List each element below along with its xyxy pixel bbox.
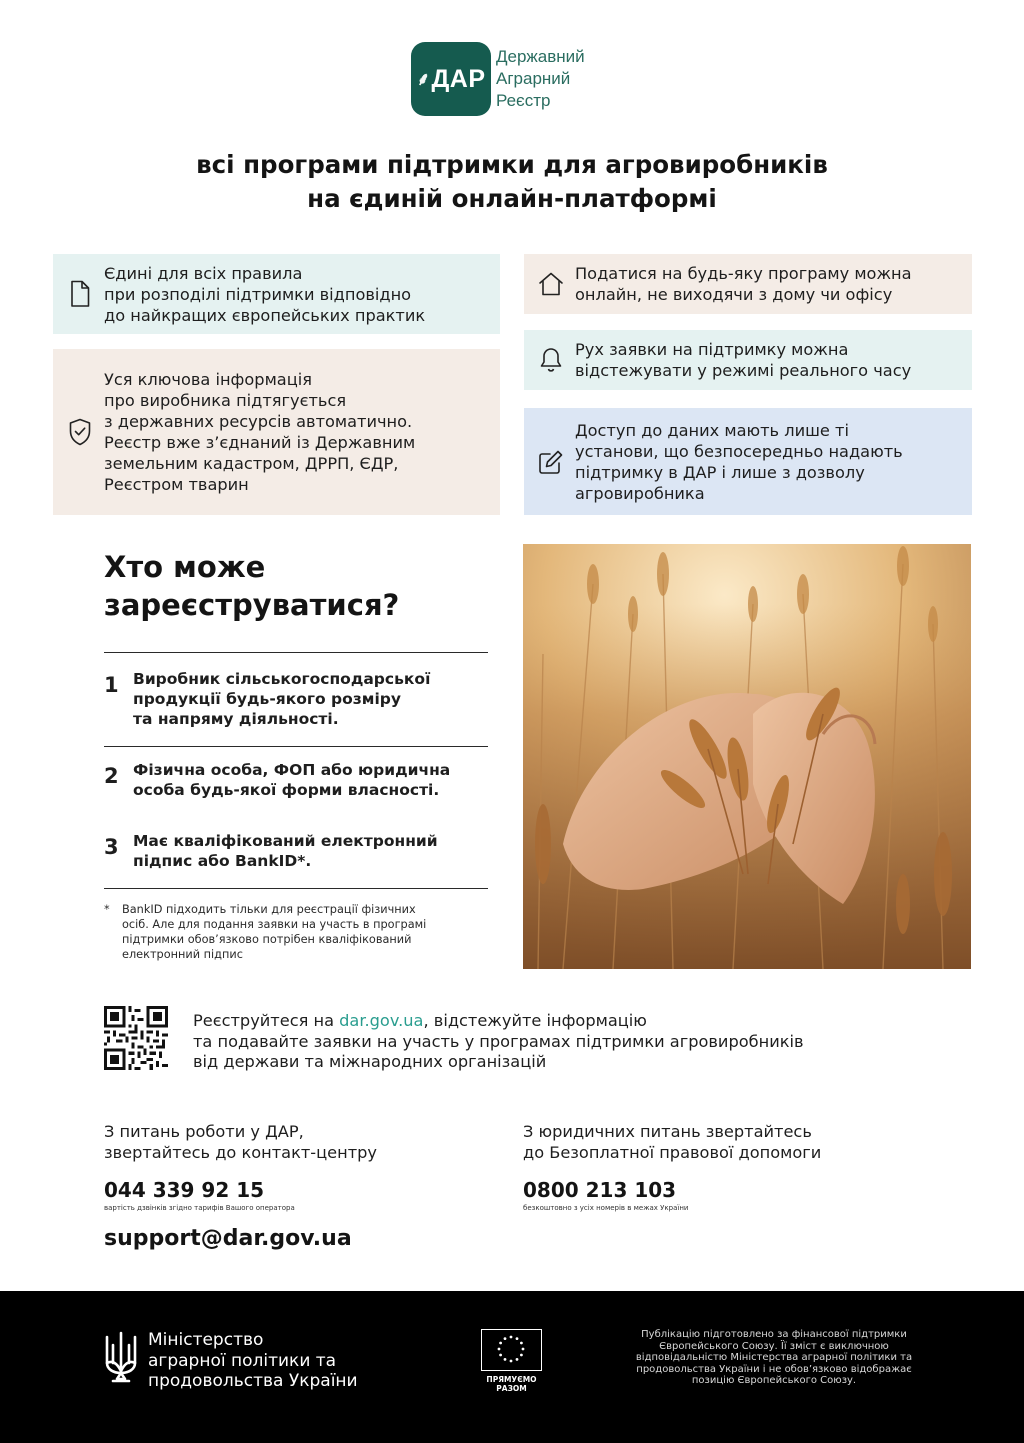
logo-line-1: Державний xyxy=(496,47,585,66)
who-can-register-title xyxy=(104,548,399,624)
card-line: про виробника підтягується xyxy=(104,391,347,410)
disclaimer-line: Європейського Союзу. Її зміст є виключною xyxy=(659,1340,889,1352)
contact-right-line-1: З юридичних питань звертайтесь xyxy=(523,1122,812,1141)
page-title-line-1: всі програми підтримки для агровиробників xyxy=(196,150,828,179)
legal-aid-note: безкоштовно з усіх номерів в межах України xyxy=(523,1204,689,1212)
eu-flag-icon xyxy=(481,1329,542,1371)
card-line: Реєстром тварин xyxy=(104,475,249,494)
qr-code[interactable] xyxy=(104,1006,168,1070)
feature-card-text xyxy=(575,420,903,504)
disclaimer-line: Публікацію підготовлено за фінансової підтримки xyxy=(641,1329,907,1340)
item-line: та напряму діяльності. xyxy=(133,710,339,728)
feature-card-rules xyxy=(53,254,500,334)
item-text xyxy=(133,669,430,729)
ministry-line-2: аграрної політики та xyxy=(148,1350,337,1371)
item-line: продукції будь-якого розміру xyxy=(133,690,401,708)
feature-card-online xyxy=(524,254,972,314)
eligibility-item xyxy=(104,669,488,729)
eu-slogan xyxy=(470,1375,553,1393)
register-line-2: та подавайте заявки на участь у програмах підтримки агровиробників xyxy=(193,1031,804,1051)
card-line: онлайн, не виходячи з дому чи офісу xyxy=(575,285,893,304)
ministry-name xyxy=(148,1330,358,1392)
dar-website-link[interactable]: dar.gov.ua xyxy=(339,1011,424,1030)
footnote xyxy=(104,902,484,962)
who-title-line-2: зареєструватися? xyxy=(104,588,400,622)
divider xyxy=(104,652,488,653)
logo-line-3: Реєстр xyxy=(496,91,551,110)
footnote-line: BankID підходить тільки для реєстрації фізичних xyxy=(122,903,416,916)
footnote-line: осіб. Але для подання заявки на участь в програмі xyxy=(122,918,427,931)
trident-icon xyxy=(104,1331,138,1389)
feature-card-text xyxy=(575,339,911,381)
item-line: особа будь-якої форми власності. xyxy=(133,781,440,799)
disclaimer-line: продовольства України і не обов’язково відображає xyxy=(636,1363,912,1375)
wheat-icon: ⸙ xyxy=(416,69,431,89)
card-line: Реєстр вже з’єднаний із Державним xyxy=(104,433,416,452)
contact-right-line-2: до Безоплатної правової допомоги xyxy=(523,1143,822,1162)
wheat-hands-photo xyxy=(523,544,971,969)
dar-logo-mark xyxy=(411,42,491,116)
card-line: при розподілі підтримки відповідно xyxy=(104,284,412,304)
item-line: Має кваліфікований електронний xyxy=(133,832,438,850)
card-line: підтримку в ДАР і лише з дозволу xyxy=(575,462,865,482)
eu-slogan-line-2: РАЗОМ xyxy=(496,1384,527,1393)
footnote-line: електронний підпис xyxy=(122,948,243,961)
ministry-line-3: продовольства України xyxy=(148,1371,358,1391)
card-line: Податися на будь-яку програму можна xyxy=(575,264,912,283)
register-prefix: Реєструйтеся на xyxy=(193,1011,340,1030)
contact-center-info xyxy=(104,1121,377,1163)
contact-center-phone[interactable]: 044 339 92 15 xyxy=(104,1178,265,1202)
logo-wordmark xyxy=(496,46,585,112)
item-number: 2 xyxy=(104,764,119,788)
page-title-line-2: на єдиній онлайн-платформі xyxy=(307,184,717,213)
card-line: до найкращих європейських практик xyxy=(104,305,426,325)
register-suffix: , відстежуйте інформацію xyxy=(423,1011,647,1030)
support-email[interactable]: support@dar.gov.ua xyxy=(104,1226,352,1251)
register-line-1 xyxy=(193,1011,804,1032)
item-line: підпис або BankID*. xyxy=(133,852,312,870)
eligibility-item xyxy=(104,831,488,871)
feature-card-text xyxy=(104,369,415,495)
shield-check-icon xyxy=(67,417,93,447)
document-icon xyxy=(67,279,93,309)
card-line: Єдині для всіх правила xyxy=(104,263,303,283)
who-title-line-1: Хто може xyxy=(104,550,266,584)
disclaimer-line: відповідальністю Міністерства аграрної політики та xyxy=(635,1352,913,1364)
page-title xyxy=(80,148,944,216)
contact-center-note: вартість дзвінків згідно тарифів Вашого оператора xyxy=(104,1204,295,1212)
contact-left-line-1: З питань роботи у ДАР, xyxy=(104,1122,304,1141)
divider xyxy=(104,888,488,889)
item-text xyxy=(133,831,438,871)
card-line: земельним кадастром, ДРРП, ЄДР, xyxy=(104,454,399,473)
contact-left-line-2: звертайтесь до контакт-центру xyxy=(104,1143,377,1162)
card-line: агровиробника xyxy=(575,483,705,503)
eligibility-item xyxy=(104,760,488,800)
eu-disclaimer xyxy=(628,1329,920,1387)
disclaimer-line: позицію Європейського Союзу. xyxy=(691,1375,857,1387)
feature-card-text xyxy=(104,263,425,326)
item-number: 3 xyxy=(104,835,119,859)
divider xyxy=(104,746,488,747)
register-call-to-action xyxy=(193,1011,804,1073)
legal-aid-phone[interactable]: 0800 213 103 xyxy=(523,1178,677,1202)
footnote-line: підтримки обов’язково потрібен кваліфікований xyxy=(122,933,412,946)
card-line: Рух заявки на підтримку можна xyxy=(575,340,849,359)
item-text xyxy=(133,760,450,800)
card-line: відстежувати у режимі реального часу xyxy=(575,361,912,380)
eu-slogan-line-1: ПРЯМУЄМО xyxy=(486,1375,537,1384)
card-line: установи, що безпосередньо надають xyxy=(575,441,903,461)
dar-logo xyxy=(411,42,585,116)
item-number: 1 xyxy=(104,673,119,697)
ministry-line-1: Міністерство xyxy=(148,1330,264,1350)
logo-mark-text: ДАР xyxy=(431,64,486,93)
bell-icon xyxy=(538,345,564,375)
card-line: з державних ресурсів автоматично. xyxy=(104,412,413,431)
legal-aid-info xyxy=(523,1121,821,1163)
feature-card-text xyxy=(575,263,912,305)
edit-icon xyxy=(538,447,564,477)
item-line: Виробник сільськогосподарської xyxy=(133,670,431,688)
logo-line-2: Аграрний xyxy=(496,69,571,88)
feature-card-tracking xyxy=(524,330,972,390)
feature-card-auto-data xyxy=(53,349,500,515)
card-line: Уся ключова інформація xyxy=(104,370,312,389)
register-line-3: від держави та міжнародних організацій xyxy=(193,1052,547,1071)
item-line: Фізична особа, ФОП або юридична xyxy=(133,761,451,779)
home-icon xyxy=(538,269,564,299)
feature-card-access xyxy=(524,408,972,515)
footnote-text xyxy=(122,902,426,962)
footnote-marker: * xyxy=(104,903,110,916)
card-line: Доступ до даних мають лише ті xyxy=(575,420,849,440)
